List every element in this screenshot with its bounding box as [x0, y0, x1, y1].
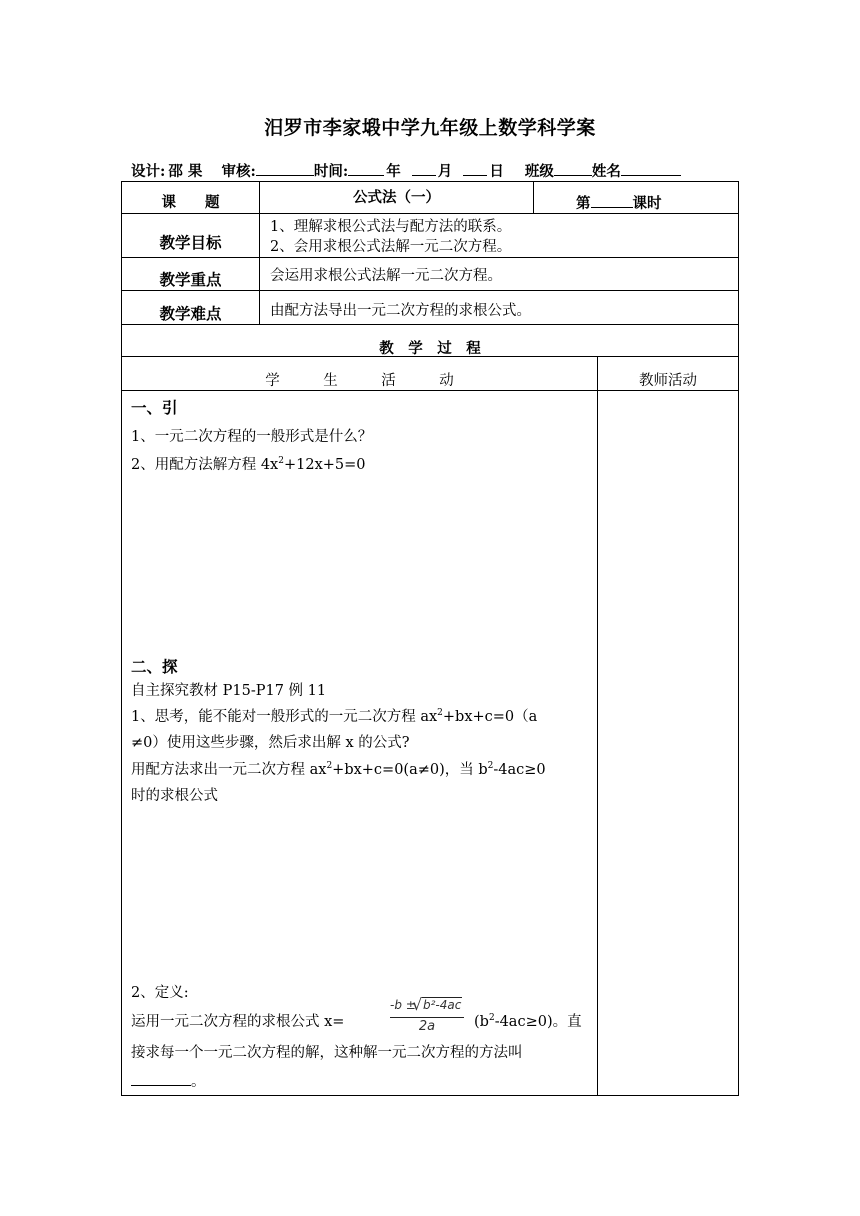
derive-text: 用配方法求出一元二次方程 ax	[131, 762, 327, 778]
day-label: 日	[489, 163, 504, 180]
think-line-2: ≠0）使用这些步骤，然后求出解 x 的公式?	[131, 735, 410, 751]
lesson-blank	[591, 193, 633, 208]
col-divider-lesson	[533, 181, 534, 213]
goal-item-2: 2、会用求根公式法解一元二次方程。	[270, 239, 512, 255]
derive-mid: +bx+c=0(a≠0)，当 b	[332, 762, 488, 778]
row-divider-3	[121, 290, 739, 291]
month-blank	[412, 161, 436, 176]
section-intro-heading: 一、引	[131, 398, 178, 417]
goals-label: 教学目标	[159, 233, 222, 252]
formula-minus-b: -b ±	[390, 998, 416, 1012]
table-border-right	[738, 181, 739, 1096]
formula-numerator	[390, 995, 464, 1017]
formula-radicand: b²-4ac	[423, 998, 462, 1012]
formula-denominator: 2a	[418, 1019, 436, 1034]
goal-item-1: 1、理解求根公式法与配方法的联系。	[270, 219, 512, 235]
condition-text: (b	[474, 1014, 489, 1030]
class-blank	[554, 161, 592, 176]
quadratic-formula	[390, 995, 464, 1039]
row-divider-4	[121, 324, 739, 325]
class-label: 班级	[524, 163, 554, 180]
row-divider-1	[121, 213, 739, 214]
table-border-top	[121, 181, 739, 182]
think-exponent: 2	[437, 708, 443, 718]
key-value: 会运用求根公式法解一元二次方程。	[270, 268, 502, 284]
page-title: 汨罗市李家塅中学九年级上数学科学案	[264, 117, 596, 139]
question-2	[131, 453, 366, 474]
lesson-prefix: 第	[576, 195, 591, 212]
topic-label: 课 题	[161, 194, 220, 211]
reviewer-label: 审核:	[221, 163, 256, 180]
derive-rest: -4ac≥0	[493, 762, 546, 778]
think-text: 1、思考，能不能对一般形式的一元二次方程 ax	[131, 709, 438, 725]
question-2-rest: +12x+5=0	[283, 457, 366, 473]
derive-line-2: 时的求根公式	[131, 788, 218, 804]
section-explore-heading: 二、探	[131, 657, 178, 676]
question-1: 1、一元二次方程的一般形式是什么？	[131, 429, 373, 445]
process-header: 教 学 过 程	[379, 340, 481, 357]
definition-line-2: 接求每一个一元二次方程的解，这种解一元二次方程的方法叫	[131, 1045, 523, 1061]
topic-value: 公式法（一）	[353, 189, 440, 206]
condition-rest: -4ac≥0)。直	[494, 1014, 582, 1030]
fraction-bar	[390, 1017, 464, 1018]
sqrt-icon: √	[412, 995, 423, 1014]
designer-label: 设计:	[131, 163, 166, 180]
name-blank	[621, 161, 681, 176]
year-label: 年	[386, 163, 401, 180]
teacher-activity-header: 教师活动	[639, 373, 697, 389]
key-label: 教学重点	[159, 270, 222, 289]
table-border-bottom	[121, 1095, 739, 1096]
month-label: 月	[437, 163, 453, 180]
row-divider-6	[121, 390, 739, 391]
definition-end: 。	[191, 1074, 206, 1090]
lesson-suffix: 课时	[632, 195, 662, 212]
difficulty-value: 由配方法导出一元二次方程的求根公式。	[270, 303, 531, 319]
derive-exponent: 2	[326, 761, 333, 771]
header-meta-line	[131, 160, 741, 181]
reviewer-blank	[256, 161, 314, 176]
definition-condition	[474, 1010, 582, 1031]
condition-exponent: 2	[488, 1013, 495, 1023]
col-divider-teacher	[597, 356, 598, 1095]
definition-label: 2、定义:	[131, 985, 189, 1001]
lesson-number	[576, 192, 662, 213]
day-blank	[463, 161, 487, 176]
definition-line-3	[131, 1070, 206, 1091]
derive-line-1	[131, 758, 546, 779]
explore-instruction: 自主探究教材 P15-P17 例 11	[131, 683, 327, 699]
time-blank	[348, 161, 384, 176]
think-rest: +bx+c=0（a	[442, 709, 538, 725]
question-2-exponent: 2	[278, 456, 284, 466]
row-divider-2	[121, 257, 739, 258]
answer-blank	[131, 1071, 191, 1086]
question-2-text: 2、用配方法解方程 4x	[131, 457, 279, 473]
difficulty-label: 教学难点	[159, 304, 222, 323]
think-line-1	[131, 705, 537, 726]
time-label: 时间:	[313, 163, 349, 180]
designer-name: 邵 果	[168, 163, 203, 180]
student-activity-header: 学 生 活 动	[265, 373, 454, 389]
definition-line-1-prefix: 运用一元二次方程的求根公式 x=	[131, 1014, 345, 1030]
derive-exponent-2: 2	[487, 761, 494, 771]
name-label: 姓名	[591, 163, 621, 180]
